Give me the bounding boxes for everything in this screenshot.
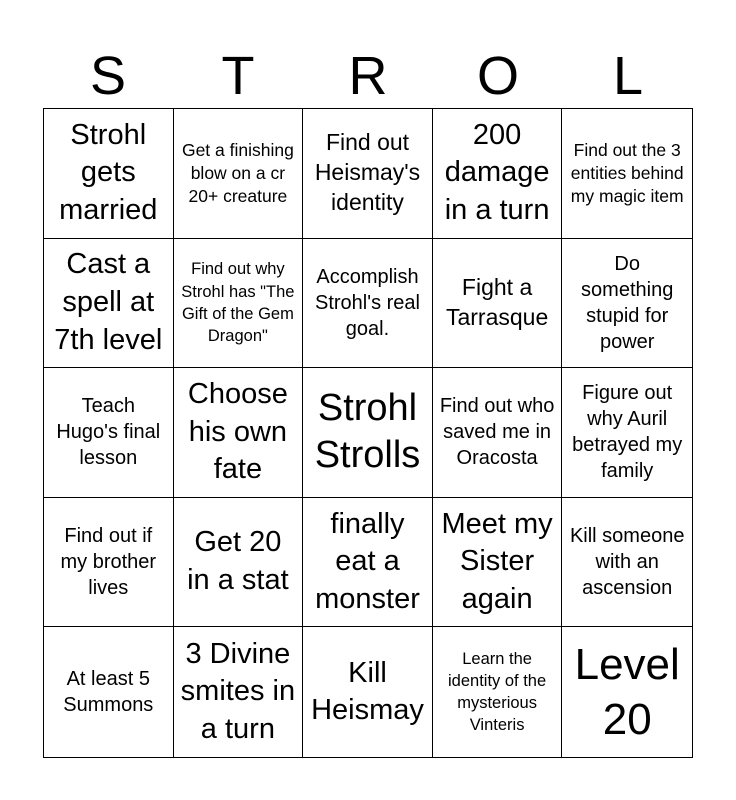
cell-text: Find out who saved me in Oracosta [439,395,555,470]
cell-text: Teach Hugo's final lesson [56,395,161,470]
cell-text: Accomplish Strohl's real goal. [315,265,420,340]
cell-text: 200 damage in a turn [444,118,550,227]
cell-text: At least 5 Summons [63,668,154,717]
header-letter-2: T [221,46,255,106]
header-letter-1: S [89,46,127,106]
bingo-cell-r3c5[interactable] [562,368,692,498]
bingo-cell-r3c4[interactable] [433,368,563,498]
cell-text: Strohl Strolls [314,386,421,477]
bingo-cell-r4c3[interactable] [303,498,433,628]
bingo-cell-r4c1[interactable] [44,498,174,628]
bingo-cell-r3c2[interactable] [174,368,304,498]
bingo-cell-r5c2[interactable] [174,627,304,757]
bingo-cell-r1c5[interactable] [562,109,692,239]
header-letter-3: R [348,46,388,106]
bingo-header [43,44,693,108]
bingo-cell-r2c2[interactable] [174,239,304,369]
cell-text: Meet my Sister again [441,507,553,615]
cell-text: Kill someone with an ascension [569,525,685,600]
bingo-cell-r5c3[interactable] [303,627,433,757]
cell-text: Learn the identity of the mysterious Vinteris [448,649,547,735]
cell-text: Level 20 [574,640,680,745]
cell-text: 3 Divine smites in a turn [180,637,296,746]
header-letter-4: O [476,46,519,106]
bingo-cell-r4c5[interactable] [562,498,692,628]
bingo-cell-r2c1[interactable] [44,239,174,369]
cell-text: Do something stupid for power [581,252,674,353]
bingo-cell-r1c3[interactable] [303,109,433,239]
bingo-cell-r4c2[interactable] [174,498,304,628]
bingo-cell-r1c4[interactable] [433,109,563,239]
bingo-cell-r5c5[interactable] [562,627,692,757]
bingo-cell-r5c4[interactable] [433,627,563,757]
bingo-cell-r2c4[interactable] [433,239,563,369]
cell-text: Find out why Strohl has "The Gift of the Gem Dragon" [181,260,295,346]
bingo-cell-r1c1[interactable] [44,109,174,239]
cell-text: Fight a Tarrasque [445,274,549,330]
cell-text: Find out Heismay's identity [314,129,421,216]
cell-text: Figure out why Auril betrayed my family [572,382,683,483]
cell-text: Find out the 3 entities behind my magic item [570,140,684,206]
bingo-cell-r2c5[interactable] [562,239,692,369]
cell-text: Get a finishing blow on a cr 20+ creature [181,140,294,206]
header-letter-5: L [612,46,644,106]
bingo-cell-r2c3[interactable] [303,239,433,369]
bingo-cell-r5c1[interactable] [44,627,174,757]
bingo-cell-r3c1[interactable] [44,368,174,498]
cell-text: Find out if my brother lives [60,525,157,600]
cell-text: Get 20 in a stat [187,526,289,597]
cell-text: Cast a spell at 7th level [54,248,163,356]
cell-text: Strohl gets married [59,118,158,227]
bingo-grid [43,108,693,758]
bingo-cell-r1c2[interactable] [174,109,304,239]
cell-text: Choose his own fate [187,377,288,486]
bingo-cell-r4c4[interactable] [433,498,563,628]
cell-text: Kill Heismay [311,656,424,727]
cell-text: finally eat a monster [315,507,420,615]
bingo-cell-r3c3[interactable] [303,368,433,498]
